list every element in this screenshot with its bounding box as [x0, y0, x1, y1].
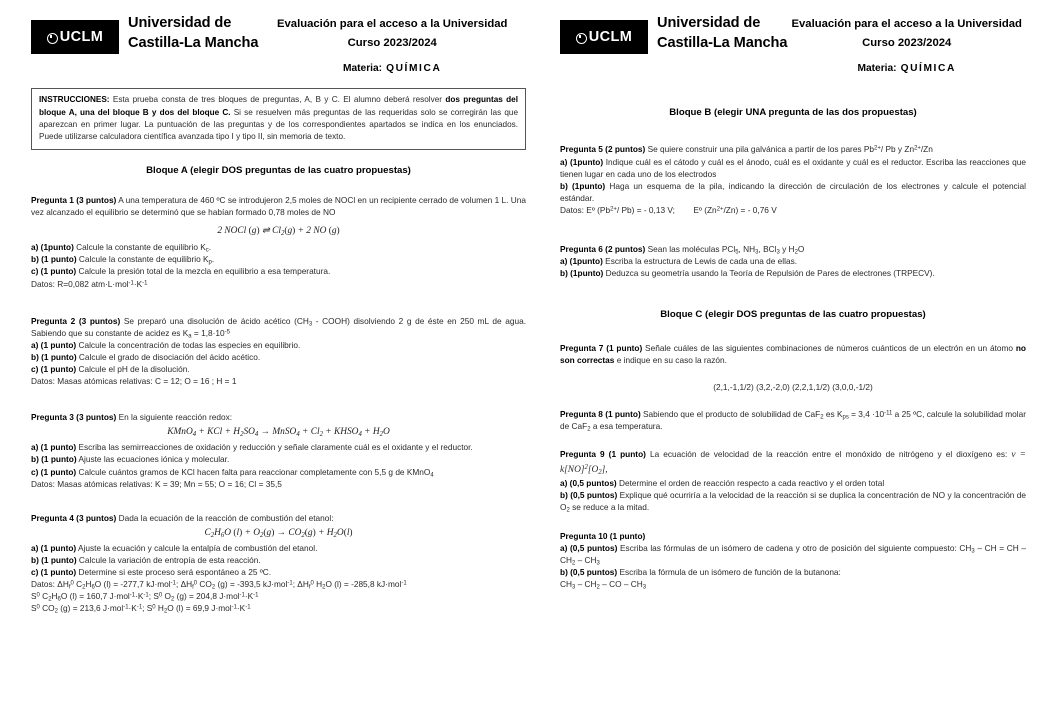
question-2-b-text: Calcule el grado de disociación del ácido acético. [76, 351, 261, 362]
question-7 [560, 342, 1026, 366]
question-2-a-text: Calcule la concentración de todas las especies en equilibrio. [76, 339, 301, 350]
question-9-a-label: a) (0,5 puntos) [560, 478, 617, 489]
question-9-b-text: Explique qué ocurriría a la velocidad de la reacción si se duplica la concentración de NO y la concentración de $O_2$ se reduce a la mitad. [560, 490, 1027, 515]
question-5-a-label: a) (1punto) [560, 156, 604, 167]
instructions-box [31, 88, 526, 150]
instructions-label: INSTRUCCIONES: [39, 95, 110, 105]
question-2-c-label: c) (1 punto) [31, 364, 77, 375]
question-4-data-1: Datos: $\Delta H_f^0$ $C_2H_6O$ (l) = -277,7 kJ·mol$^{-1}$; $\Delta H_f^0$ $CO_2$ (g) = -393,5 kJ·mol$^{-1}$; $\Delta H_f^0$ $H_2O$ (l) = -285,8 kJ·mol$^{-1}$ [31, 579, 407, 591]
exam-title-block-right [787, 14, 1026, 74]
question-7-stem-b: e indique en su caso la razón. [614, 355, 727, 366]
question-3 [31, 411, 526, 423]
question-5-data: Datos: Eº ($Pb^{2+}/$ Pb) = - 0,13 V; Eº $(Zn^{2+}/Zn)$ = - 0,76 V [560, 204, 777, 215]
question-10-label: Pregunta 10 (1 punto) [560, 530, 646, 541]
question-1-data: Datos: R=0,082 $atm\cdot L\cdot mol^{-1}\cdot K^{-1}$ [31, 278, 148, 289]
question-8 [560, 408, 1026, 432]
question-8-stem: Sabiendo que el producto de solubilidad de CaF$_2$ es $K_{ps} = 3,4 \cdot 10^{-11}$ a 25 ºC, calcule la solubilidad molar de CaF$_2$ a esa temperatura. [560, 408, 1026, 433]
block-a-title: Bloque A (elegir DOS preguntas de las cuatro propuestas) [146, 164, 411, 176]
question-4-a [31, 542, 526, 554]
question-9-a-text: Determine el orden de reacción respecto a cada reactivo y el orden total [616, 478, 885, 489]
question-6-a-label: a) (1punto) [560, 256, 603, 267]
question-3-label: Pregunta 3 (3 puntos) [31, 412, 117, 423]
question-6-a [560, 255, 1026, 267]
question-6-label: Pregunta 6 (2 puntos) [560, 244, 646, 255]
question-9-b-label: b) (0,5 puntos) [560, 490, 618, 501]
university-line-1: Universidad de [128, 15, 232, 31]
question-5-a [560, 156, 1026, 180]
question-1-a [31, 241, 526, 253]
page-header-left [31, 14, 526, 74]
question-4-b-label: b) (1 punto) [31, 555, 77, 566]
question-10-a-label: a) (0,5 puntos) [560, 542, 618, 553]
question-6 [560, 243, 1026, 255]
question-2-a [31, 339, 526, 351]
question-3-c-label: c) (1 punto) [31, 466, 77, 477]
question-2-c [31, 363, 526, 375]
question-9-a [560, 477, 1026, 489]
exam-subject [258, 63, 526, 74]
question-6-stem: Sean las moléculas PCl$_5$, $NH_3$, BCl$_3$ y $H_2O$ [645, 244, 805, 256]
question-3-data: Datos: Masas atómicas relativas: K = 39; Mn = 55; O = 16; Cl = 35,5 [31, 478, 282, 489]
question-10-b-label: b) (0,5 puntos) [560, 566, 618, 577]
question-4 [31, 512, 526, 524]
question-1-b-text: Calcule la constante de equilibrio $K_p$. [76, 254, 215, 266]
question-6-b-text: Deduzca su geometría usando la Teoría de Repulsión de Pares de electrones (TRPECV). [603, 268, 935, 279]
question-2-b [31, 351, 526, 363]
subject-name-right: QUÍMICA [900, 63, 956, 75]
university-line-2-right: Castilla-La Mancha [657, 34, 788, 51]
question-4-c-label: c) (1 punto) [31, 567, 77, 578]
question-1-b [31, 253, 526, 265]
question-3-b [31, 453, 526, 465]
question-5-stem: Se quiere construir una pila galvánica a partir de los pares $Pb^{2+}/$ Pb y $Zn^{2+}/Zn$ [645, 144, 933, 155]
university-name-right [657, 14, 787, 54]
exam-subject-right [787, 63, 1026, 74]
exam-title-right: Evaluación para el acceso a la Universidad [791, 18, 1022, 30]
logo-block [31, 14, 119, 54]
block-b-title: Bloque B (elegir UNA pregunta de las dos propuestas) [669, 107, 917, 119]
question-1-stem: A una temperatura de 460 ºC se introdujeron 2,5 moles de NOCl en un recipiente cerrado de volumen 1 L. Una vez alcanzado el equilibrio se determinó que se habían formado 0,78 moles de NO [31, 194, 527, 218]
subject-label: Materia: [342, 63, 383, 75]
exam-course: Curso 2023/2024 [347, 36, 437, 49]
question-4-data-2: $S^0$ $C_2H_6O$ (l) = 160,7 $J\cdot mol^{-1}\cdot K^{-1}$; $S^0$ $O_2$ (g) = 204,8 $J\cdot mol^{-1}\cdot K^{-1}$ [31, 591, 259, 604]
question-1-a-label: a) (1punto) [31, 242, 74, 253]
question-6-b-label: b) (1punto) [560, 268, 604, 279]
question-9-equation: $v = k[NO]^2[O_2]$, [560, 449, 1026, 476]
page-header-right [560, 14, 1026, 74]
question-10-b-formula: $CH_3 - CH_2$ – CO – $CH_3$ [560, 579, 647, 591]
question-1-c [31, 265, 526, 277]
question-2-label: Pregunta 2 (3 puntos) [31, 315, 121, 326]
question-10-a-text: Escriba las fórmulas de un isómero de cadena y otro de posición del siguiente compuesto: $CH_3$ – CH = CH – $CH_2 - CH_3$ [560, 542, 1026, 567]
question-3-c-text: Calcule cuántos gramos de KCl hacen falta para reaccionar completamente con 5,5 g de KMnO$_4$ [76, 466, 434, 479]
exam-page-right [540, 0, 1040, 720]
question-9-stem: La ecuación de velocidad de la reacción entre el monóxido de nitrógeno y el dioxígeno es: $v = k[NO]^2[O_2]$, [560, 448, 1026, 476]
question-1-b-label: b) (1 punto) [31, 254, 77, 265]
logo-block-right [560, 14, 648, 54]
question-5-b [560, 180, 1026, 204]
instructions-text-1: Esta prueba consta de tres bloques de preguntas, A, B y C. El alumno deberá resolver [109, 95, 446, 105]
question-4-b [31, 554, 526, 566]
question-7-stem-a: Señale cuáles de las siguientes combinaciones de números cuánticos de un electrón en un átomo [642, 343, 1016, 354]
question-4-b-text: Calcule la variación de entropía de esta reacción. [76, 555, 261, 566]
question-7-values: (2,1,-1,1/2) (3,2,-2,0) (2,2,1,1/2) (3,0,0,-1/2) [713, 381, 873, 392]
question-2-stem: Se preparó una disolución de ácido acético ($CH_3$ - COOH) disolviendo 2 g de éste en 250 mL de agua. Sabiendo que su constante de acidez es $K_a = 1,8\cdot 10^{-5}$ [31, 315, 527, 340]
question-4-label: Pregunta 4 (3 puntos) [31, 512, 117, 523]
question-10-b [560, 566, 1026, 578]
subject-name: QUÍMICA [386, 63, 442, 75]
uclm-logo [31, 20, 119, 54]
question-5-a-text: Indique cuál es el cátodo y cuál es el ánodo, cuál es el oxidante y cuál es el reductor. Escriba las reacciones que tienen lugar en cada uno de los electrodos [560, 156, 1026, 179]
question-9-b [560, 489, 1026, 513]
question-3-a-text: Escriba las semirreacciones de oxidación y reducción y señale claramente cuál es el oxidante y el reductor. [76, 442, 473, 453]
question-1-equation: 2 NOCl (g) ⇌ $Cl_2(g) + 2$ NO (g) [217, 226, 340, 238]
question-5-b-text: Haga un esquema de la pila, indicando la dirección de circulación de los electrones y calcule el potencial estándar. [560, 180, 1027, 203]
uclm-emblem-icon-right [576, 33, 587, 44]
question-9-label: Pregunta 9 (1 punto) [560, 448, 646, 459]
question-10-b-text: Escriba la fórmula de un isómero de función de la butanona: [617, 566, 841, 577]
question-2-a-label: a) (1 punto) [31, 339, 77, 350]
exam-title-block [258, 14, 526, 74]
question-3-equation: KMnO$_4$ + KCl + $H_2SO_4$ → MnSO$_4$ + $Cl_2$ + $KHSO_4 + H_2O$ [167, 427, 390, 439]
question-2 [31, 315, 526, 339]
question-5-b-label: b) (1punto) [560, 180, 606, 191]
question-1-a-text: Calcule la constante de equilibrio $K_c$. [73, 242, 212, 254]
question-4-c-text: Determine si este proceso será espontáneo a 25 ºC. [76, 567, 272, 578]
question-2-data: Datos: Masas atómicas relativas: C = 12; O = 16 ; H = 1 [31, 376, 237, 387]
instructions-text-2: Si se resuelven más preguntas de las requeridas solo se corregirán las que aparezcan en primer lugar. La puntuación de las preguntas y de los correspondientes apartados se indica en los enunciados. Puede utilizarse calculadora científica avanzada tipo I y tipo II, sin memoria de texto. [39, 107, 518, 141]
question-3-c [31, 466, 526, 478]
question-10 [560, 530, 1026, 542]
question-3-stem: En la siguiente reacción redox: [116, 412, 233, 423]
question-8-label: Pregunta 8 (1 punto) [560, 408, 641, 419]
question-4-a-label: a) (1 punto) [31, 542, 77, 553]
university-name [128, 14, 258, 54]
subject-label-right: Materia: [857, 63, 897, 75]
question-1-c-label: c) (1 punto) [31, 266, 77, 277]
university-line-2: Castilla-La Mancha [128, 34, 259, 51]
question-1-c-text: Calcule la presión total de la mezcla en equilibrio a esa temperatura. [76, 266, 331, 277]
question-6-b [560, 267, 1026, 279]
exam-title: Evaluación para el acceso a la Universidad [276, 18, 508, 30]
question-4-c [31, 566, 526, 578]
uclm-logo-right [560, 20, 648, 54]
question-4-data-3: $S^0$ $CO_2$ (g) = 213,6 $J\cdot mol^{-1}\cdot K^{-1}$; $S^0$ $H_2O$ (l) = 69,9 $J\cdot mol^{-1}\cdot K^{-1}$ [31, 603, 251, 616]
question-7-stem-bold: no son correctas [560, 343, 1026, 366]
question-7-label: Pregunta 7 (1 punto) [560, 343, 643, 354]
question-4-a-text: Ajuste la ecuación y calcule la entalpía de combustión del etanol. [76, 542, 318, 553]
exam-course-right: Curso 2023/2024 [862, 36, 952, 49]
question-3-a [31, 441, 526, 453]
logo-text: UCLM [59, 29, 104, 45]
question-10-a [560, 542, 1026, 566]
logo-text-right: UCLM [588, 29, 633, 45]
question-4-stem: Dada la ecuación de la reacción de combustión del etanol: [116, 512, 334, 523]
question-3-b-text: Ajuste las ecuaciones iónica y molecular. [76, 454, 230, 465]
question-9 [560, 448, 1026, 477]
question-3-a-label: a) (1 punto) [31, 442, 77, 453]
question-2-c-text: Calcule el pH de la disolución. [76, 364, 190, 375]
question-4-equation: $C_2H_6O$ $(l) + O_2(g) \to CO_2(g) + H_2O(l)$ [204, 527, 353, 539]
question-1-label: Pregunta 1 (3 puntos) [31, 194, 117, 205]
instructions-bold: dos preguntas del bloque A, una del bloque B y dos del bloque C. [39, 95, 518, 117]
uclm-emblem-icon [47, 33, 58, 44]
university-line-1-right: Universidad de [657, 15, 761, 31]
question-6-a-text: Escriba la estructura de Lewis de cada una de ellas. [602, 256, 798, 267]
question-1 [31, 194, 526, 218]
question-3-b-label: b) (1 punto) [31, 454, 77, 465]
question-5-label: Pregunta 5 (2 puntos) [560, 144, 646, 155]
question-2-b-label: b) (1 punto) [31, 351, 77, 362]
block-c-title: Bloque C (elegir DOS preguntas de las cuatro propuestas) [660, 309, 926, 321]
question-5 [560, 143, 1026, 155]
